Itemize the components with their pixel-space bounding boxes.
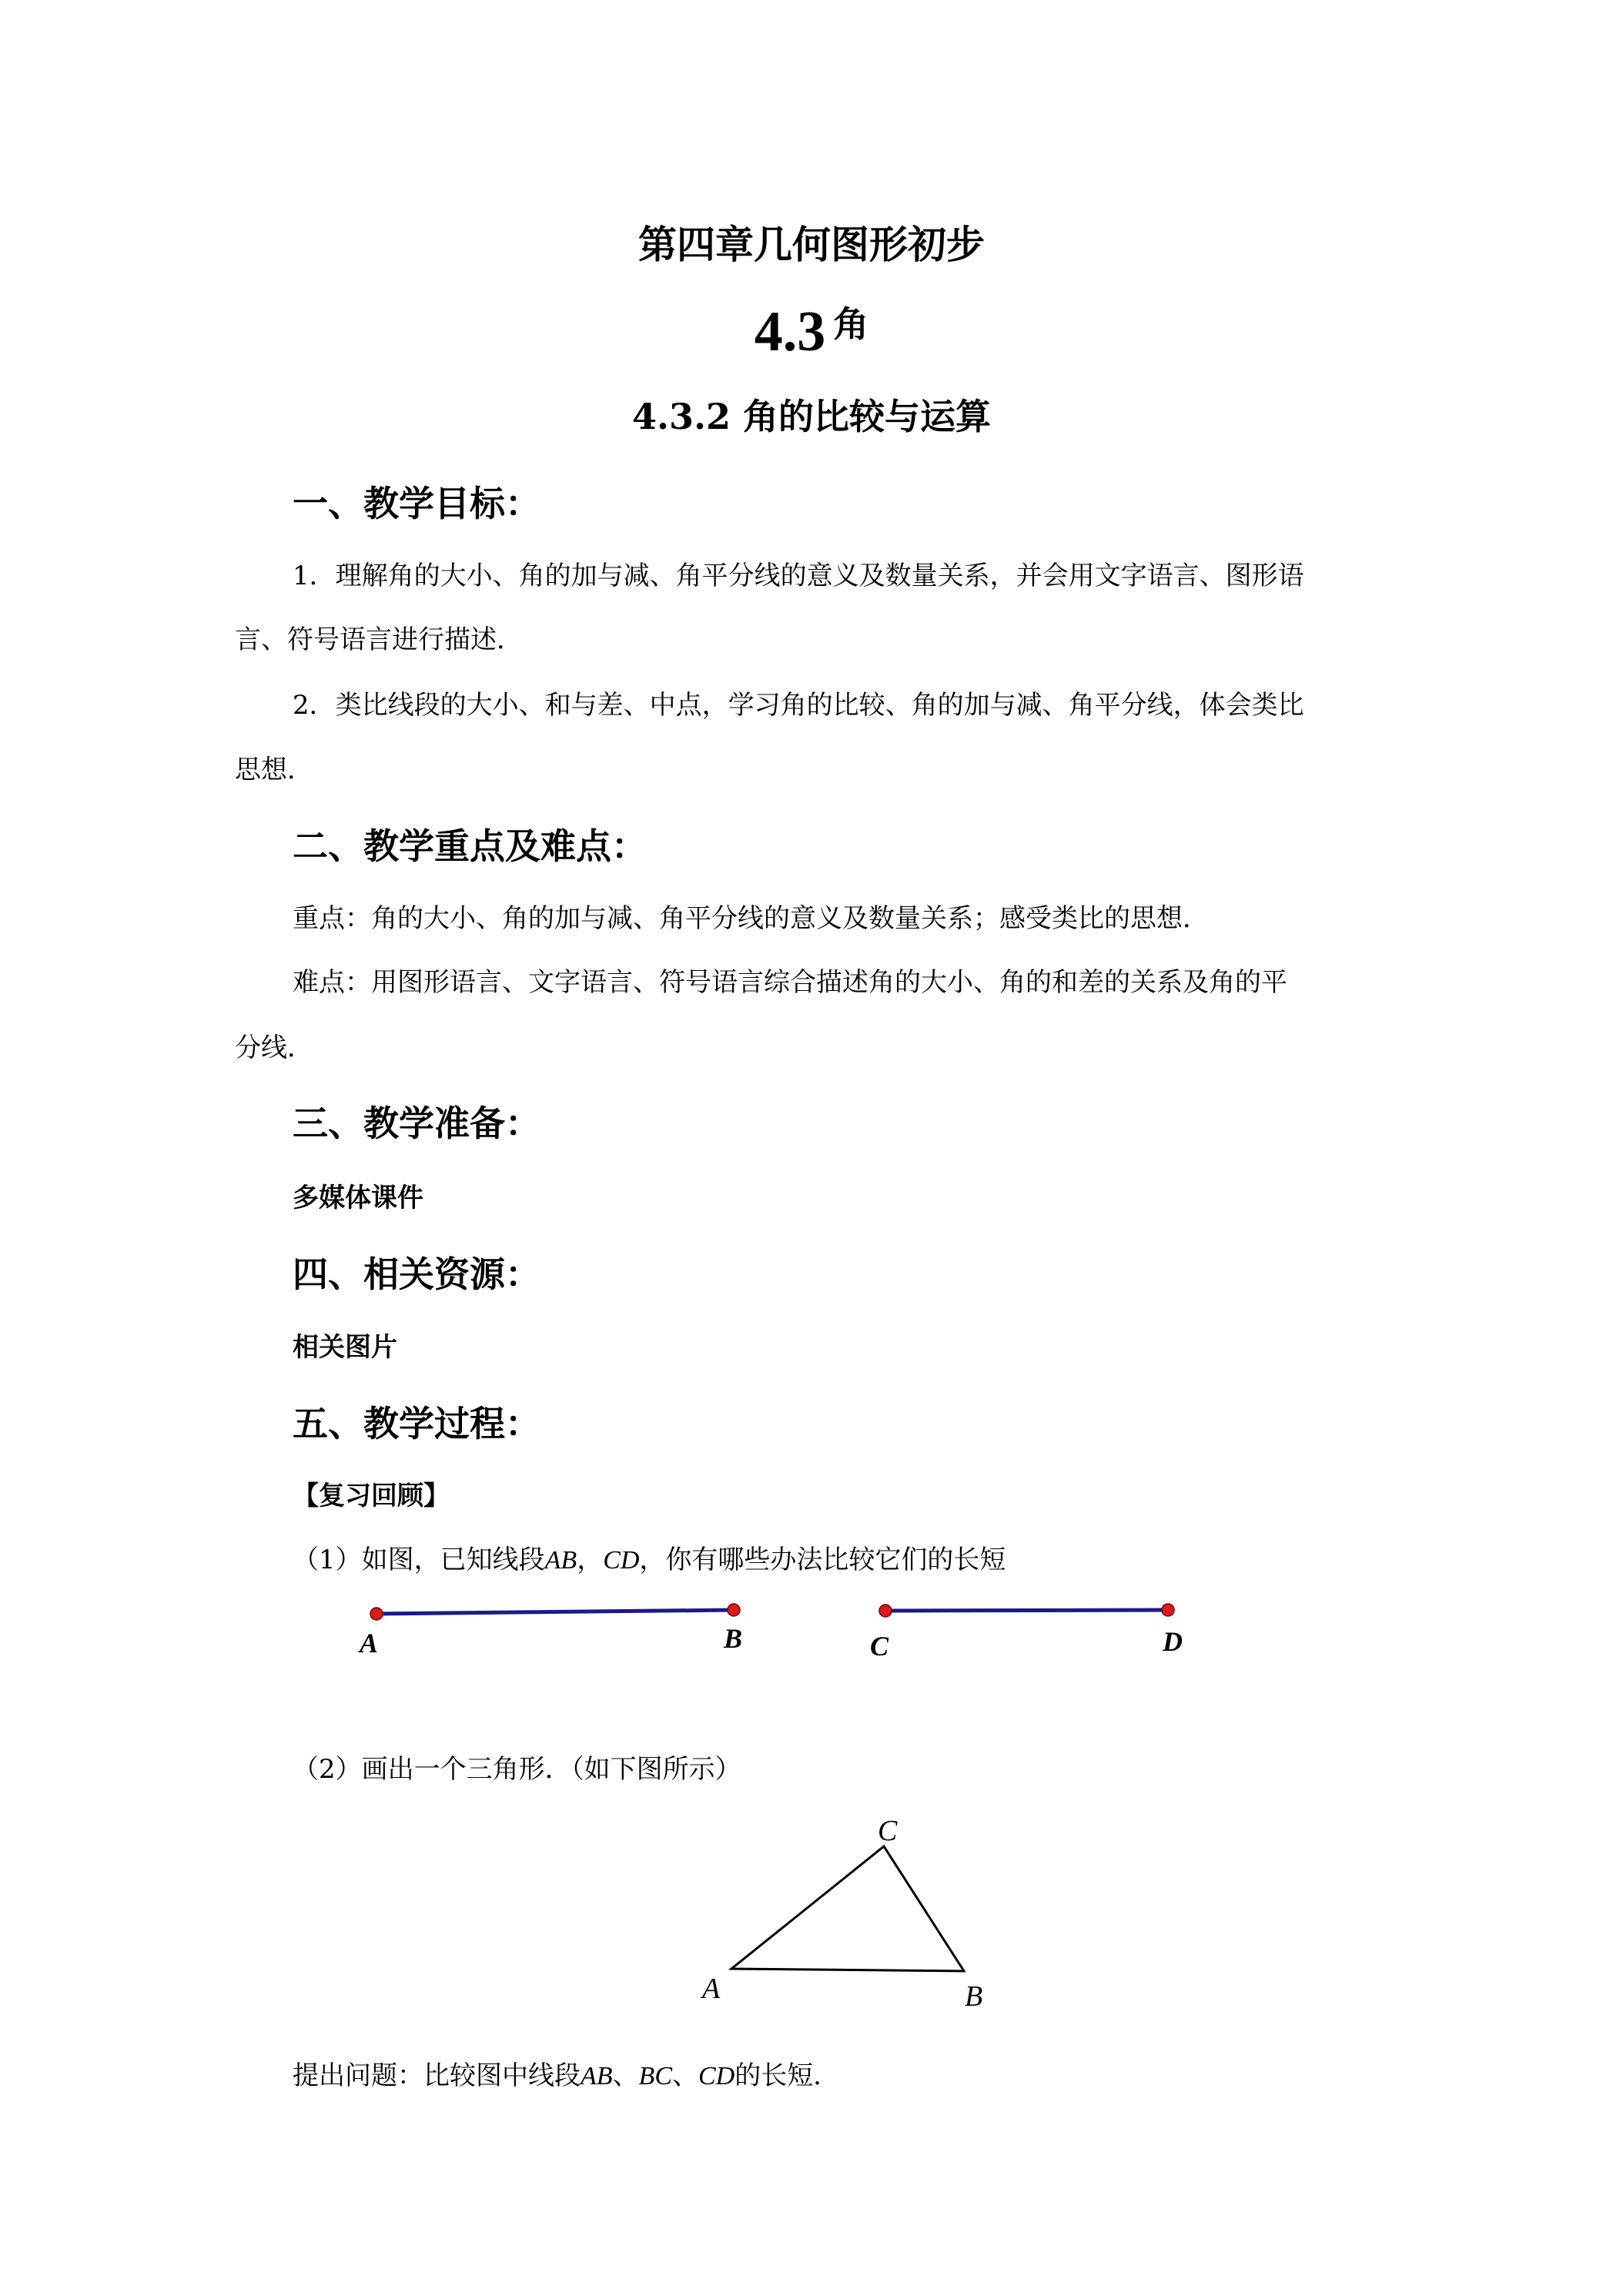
section-name: 角: [833, 303, 869, 345]
review-label: 【复习回顾】: [293, 1481, 450, 1511]
question-1-ab: AB: [544, 1546, 577, 1575]
question-1-suffix: ，你有哪些办法比较它们的长短: [639, 1545, 1006, 1575]
comparison-sep-2: 、: [672, 2060, 698, 2091]
heading-teaching-process: 五、教学过程：: [293, 1403, 540, 1444]
question-1-prefix: （1）如图，已知线段: [293, 1545, 545, 1575]
triangle-label-c: C: [878, 1815, 898, 1847]
question-1-sep: ，: [577, 1545, 604, 1575]
heading-resources: 四、相关资源：: [293, 1253, 540, 1295]
key-point-text: 重点：角的大小、角的加与减、角平分线的意义及数量关系；感受类比的思想．: [293, 903, 1209, 934]
heading-preparation: 三、教学准备：: [293, 1103, 540, 1144]
goal-2-line-1: 2．类比线段的大小、和与差、中点，学习角的比较、角的加与减、角平分线，体会类比: [293, 690, 1304, 721]
triangle-abc: [731, 1846, 964, 1971]
heading-key-points: 二、教学重点及难点：: [293, 825, 647, 867]
point-d: [1162, 1604, 1174, 1616]
chapter-title: 第四章几何图形初步: [638, 222, 985, 267]
goal-1-line-2: 言、符号语言进行描述．: [235, 624, 523, 655]
comparison-suffix: 的长短．: [735, 2060, 840, 2091]
heading-teaching-goals: 一、教学目标：: [293, 483, 540, 524]
segment-ab: [376, 1610, 734, 1614]
question-2: （2）画出一个三角形．（如下图所示）: [293, 1754, 741, 1785]
difficult-point-line-2: 分线．: [235, 1033, 313, 1063]
label-d: D: [1163, 1626, 1183, 1657]
subsection-title: 4.3.2 角的比较与运算: [631, 396, 992, 437]
label-c: C: [870, 1631, 889, 1662]
label-b: B: [724, 1623, 743, 1654]
segment-cd: [885, 1610, 1168, 1611]
comparison-ab: AB: [581, 2062, 613, 2090]
point-b: [728, 1604, 740, 1616]
resources-content: 相关图片: [293, 1332, 397, 1363]
triangle-label-a: A: [702, 1973, 721, 2005]
point-a: [370, 1608, 383, 1620]
comparison-question: [293, 2054, 839, 2092]
comparison-sep-1: 、: [612, 2060, 639, 2091]
section-number: 4.3: [754, 300, 826, 363]
preparation-content: 多媒体课件: [293, 1183, 423, 1213]
goal-1-line-1: 1．理解角的大小、角的加与减、角平分线的意义及数量关系，并会用文字语言、图形语: [293, 561, 1304, 591]
goal-2-line-2: 思想．: [235, 755, 313, 785]
triangle-label-b: B: [965, 1980, 983, 2013]
label-a: A: [360, 1628, 379, 1658]
point-c: [879, 1605, 892, 1617]
comparison-prefix: 提出问题：比较图中线段: [293, 2060, 581, 2091]
difficult-point-line-1: 难点：用图形语言、文字语言、符号语言综合描述角的大小、角的和差的关系及角的平: [293, 967, 1287, 998]
comparison-bc: BC: [638, 2062, 672, 2090]
question-1-cd: CD: [603, 1546, 640, 1575]
comparison-cd: CD: [698, 2062, 735, 2090]
